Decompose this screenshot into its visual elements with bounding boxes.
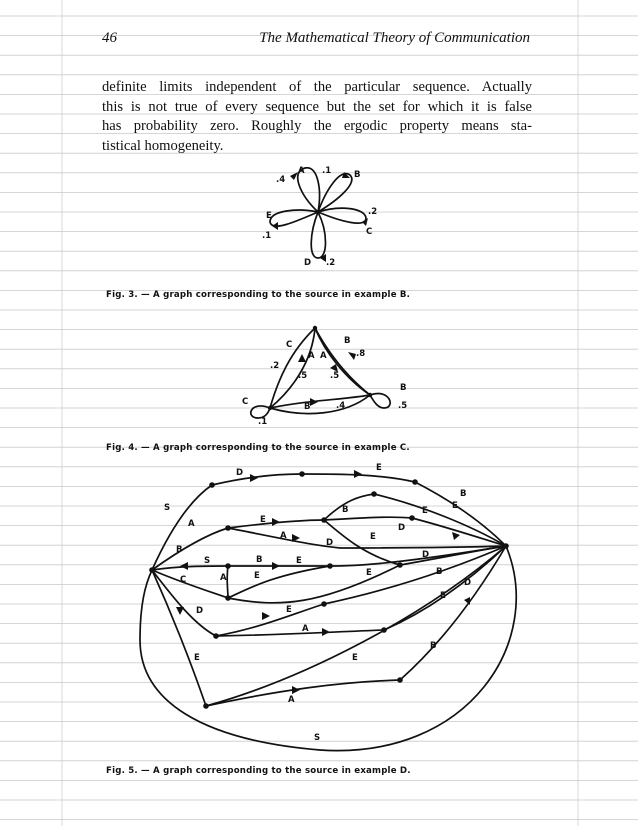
fig4-label: C <box>242 397 249 407</box>
fig4-label: B <box>400 383 407 393</box>
fig5-label: B <box>342 505 349 515</box>
fig5-label: A <box>302 624 309 634</box>
fig5-label: B <box>176 545 183 555</box>
fig4-label: A <box>320 351 327 361</box>
fig5-label: S <box>204 556 211 566</box>
fig5-label: E <box>194 653 200 663</box>
figure-5-caption: Fig. 5. — A graph corresponding to the source in example D. <box>106 766 411 776</box>
fig4-label: .1 <box>258 417 268 427</box>
fig5-label: C <box>180 575 187 585</box>
fig5-label: D <box>326 538 334 548</box>
fig4-label: B <box>344 336 351 346</box>
fig5-label: A <box>188 519 195 529</box>
fig5-label: D <box>464 578 472 588</box>
paragraph-line: has probability zero. Roughly the ergodic property means sta- <box>102 118 532 135</box>
fig5-label: S <box>164 503 171 513</box>
fig4-label: .4 <box>336 401 346 411</box>
paragraph-line: definite limits independent of the particular sequence. Actually <box>102 79 532 95</box>
fig5-label: E <box>366 568 372 578</box>
fig5-label: E <box>352 653 358 663</box>
fig3-label: .4 <box>276 175 286 185</box>
fig3-label: .1 <box>262 231 272 241</box>
fig5-label: A <box>280 531 287 541</box>
fig5-label: B <box>460 489 467 499</box>
fig3-label: D <box>304 258 312 268</box>
fig4-label: .5 <box>398 401 408 411</box>
fig5-label: A <box>220 573 227 583</box>
fig3-label: E <box>266 211 272 221</box>
fig4-label: B <box>304 402 311 412</box>
fig4-label: .8 <box>356 349 366 359</box>
fig4-label: C <box>286 340 293 350</box>
fig5-label: D <box>422 550 430 560</box>
figure-3-caption: Fig. 3. — A graph corresponding to the source in example B. <box>106 290 411 300</box>
fig5-label: E <box>254 571 260 581</box>
running-title: The Mathematical Theory of Communication <box>259 30 530 46</box>
fig5-label: S <box>314 733 321 743</box>
fig5-label: A <box>288 695 295 705</box>
fig4-label: .5 <box>330 371 340 381</box>
fig5-label: E <box>452 501 458 511</box>
fig3-label: .2 <box>368 207 378 217</box>
fig4-label: .2 <box>270 361 280 371</box>
fig3-label: A <box>298 166 305 176</box>
fig5-label: E <box>370 532 376 542</box>
fig5-label: E <box>296 556 302 566</box>
page-number: 46 <box>102 30 117 46</box>
fig5-label: E <box>422 506 428 516</box>
fig5-label: D <box>236 468 244 478</box>
fig5-label: E <box>260 515 266 525</box>
paragraph-line: this is not true of every sequence but the set for which it is false <box>102 98 532 115</box>
fig4-label: A <box>308 351 315 361</box>
fig4-label: .5 <box>298 371 308 381</box>
fig3-label: C <box>366 227 373 237</box>
fig3-label: B <box>354 170 361 180</box>
fig5-label: D <box>398 523 406 533</box>
fig5-label: E <box>376 463 382 473</box>
fig3-label: .1 <box>322 166 332 176</box>
fig5-label: D <box>196 606 204 616</box>
fig5-label: B <box>256 555 263 565</box>
fig5-label: B <box>436 567 443 577</box>
fig5-label: B <box>430 641 437 651</box>
figure-4-caption: Fig. 4. — A graph corresponding to the source in example C. <box>106 443 410 453</box>
fig5-label: E <box>286 605 292 615</box>
fig5-label: E <box>440 591 446 601</box>
fig3-label: .2 <box>326 258 336 268</box>
paragraph-line: tistical homogeneity. <box>102 137 224 154</box>
